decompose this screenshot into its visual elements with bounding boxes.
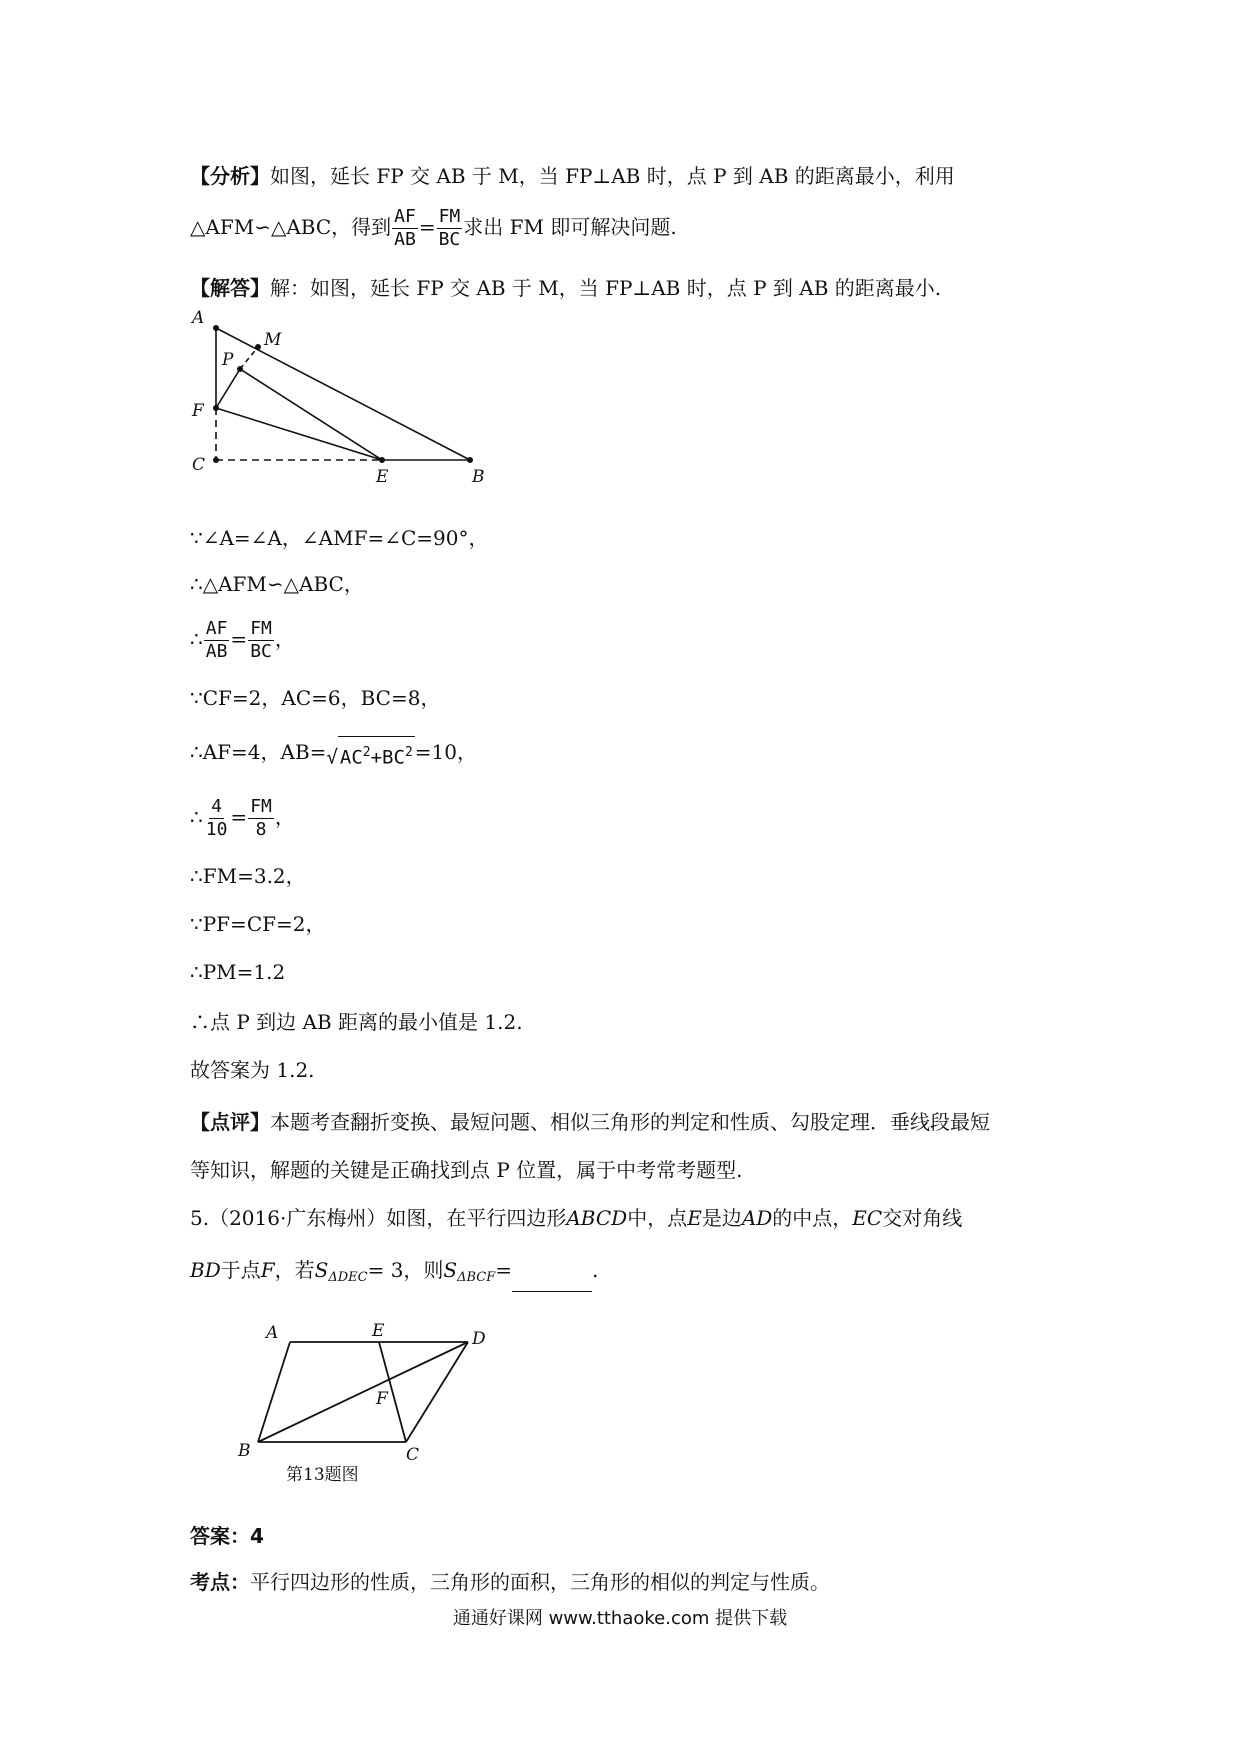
radicand-ac: AC	[339, 746, 363, 769]
fraction-numerator: AF	[205, 618, 228, 639]
fraction-fm-bc	[437, 206, 463, 251]
radicand-bc: +BC	[370, 746, 405, 769]
comment-text-1: 本题考查翻折变换、最短问题、相似三角形的判定和性质、勾股定理．垂线段最短	[270, 1110, 990, 1134]
solution-tag: 【解答】	[190, 276, 270, 300]
step-5	[190, 736, 477, 771]
analysis-line-1	[190, 162, 955, 190]
knowledge-line	[190, 1568, 830, 1596]
segment-ab	[258, 1342, 290, 1442]
problem-text: .	[592, 1258, 599, 1282]
problem-text: 是边	[701, 1206, 742, 1230]
label-p: P	[222, 350, 234, 370]
comment-line-2: 等知识，解题的关键是正确找到点 P 位置，属于中考常考题型.	[190, 1158, 743, 1182]
fraction-fm-bc	[248, 618, 274, 663]
step-6-pre: ∴	[190, 805, 203, 829]
fraction-numerator: FM	[250, 796, 272, 817]
label-m: M	[264, 330, 282, 350]
math-eq: =	[495, 1258, 513, 1282]
knowledge-label: 考点：	[190, 1570, 250, 1594]
math-bd: BD	[190, 1258, 221, 1282]
label-b: B	[238, 1441, 251, 1461]
problem-text: 5.（2016·广东梅州）如图，在平行四边形	[190, 1206, 567, 1230]
problem-5-line-2	[190, 1256, 598, 1292]
problem-text: ，若	[274, 1258, 315, 1282]
step-6-post: ，	[274, 805, 295, 829]
step-3: ∴ $\frac{AF}{AB}$ = $\frac{FM}{BC}$ ，	[190, 618, 295, 662]
fraction-af-ab	[204, 618, 230, 663]
math-ec: EC	[852, 1206, 883, 1230]
math-s: S	[314, 1258, 329, 1282]
label-b: B	[472, 467, 485, 487]
solution-intro-text: 解：如图，延长 FP 交 AB 于 M，当 FP⊥AB 时，点 P 到 AB 的距离最小.	[270, 276, 942, 300]
step-7: ∴FM=3.2，	[190, 864, 306, 888]
label-e: E	[376, 467, 389, 487]
label-a: A	[266, 1323, 279, 1343]
step-9: ∴PM=1.2	[190, 960, 286, 984]
step-5-post: =10，	[414, 740, 477, 765]
analysis-line-2: △AFM∽△ABC，得到 $\frac{AF}{AB}$ = $\frac{FM}{BC}$ 求出 FM 即可解决问题.	[190, 206, 677, 250]
fraction-af-ab	[392, 206, 418, 251]
analysis-text-2-pre: △AFM∽△ABC，得到	[190, 215, 392, 239]
figure-parallelogram	[232, 1318, 512, 1488]
answer-value: 4	[250, 1524, 264, 1548]
fraction-denominator: 10	[205, 819, 228, 840]
math-s: S	[443, 1258, 458, 1282]
segment-ab	[216, 328, 470, 460]
label-c: C	[406, 1445, 420, 1465]
square-root: √ $AC^2+BC^2$	[326, 736, 414, 771]
answer-blank	[512, 1271, 592, 1292]
fraction-numerator: FM	[250, 618, 272, 639]
exponent: 2	[362, 745, 371, 760]
problem-text: 的中点，	[772, 1206, 853, 1230]
solution-intro	[190, 274, 941, 302]
label-e: E	[372, 1321, 385, 1341]
math-f: F	[260, 1258, 275, 1282]
step-11: 故答案为 1.2.	[190, 1058, 315, 1082]
problem-text: 于点	[220, 1258, 261, 1282]
figure-triangle-fold	[180, 300, 520, 520]
analysis-tag: 【分析】	[190, 164, 270, 188]
math-abcd: ABCD	[566, 1206, 628, 1230]
label-a: A	[192, 308, 205, 328]
comment-line-1	[190, 1108, 990, 1136]
segment-pm	[240, 347, 258, 369]
analysis-text-1: 如图，延长 FP 交 AB 于 M，当 FP⊥AB 时，点 P 到 AB 的距离最小，利用	[270, 164, 955, 188]
label-c: C	[192, 455, 206, 475]
subscript-bcf: ΔBCF	[457, 1270, 496, 1285]
segment-pe	[240, 369, 382, 460]
exponent: 2	[404, 745, 413, 760]
problem-text: 中，点	[627, 1206, 688, 1230]
fraction-denominator: AB	[205, 641, 228, 662]
comment-tag: 【点评】	[190, 1110, 270, 1134]
fraction-denominator: 8	[255, 819, 267, 840]
fraction-denominator: AB	[394, 229, 416, 250]
label-f: F	[376, 1389, 388, 1409]
step-6: ∴ $\frac{4}{10}$ = $\frac{FM}{8}$ ，	[190, 796, 295, 840]
step-4: ∵CF=2，AC=6，BC=8，	[190, 686, 441, 710]
fraction-numerator: 4	[211, 796, 222, 817]
step-3-post: ，	[274, 627, 295, 651]
answer-line	[190, 1522, 264, 1550]
problem-text: ，则	[403, 1258, 444, 1282]
label-d: D	[472, 1329, 486, 1349]
analysis-text-2-post: 求出 FM 即可解决问题.	[463, 215, 677, 239]
fraction-fm-8	[248, 796, 274, 841]
math-ad: AD	[741, 1206, 773, 1230]
segment-fp	[216, 369, 240, 408]
problem-5-line-1	[190, 1204, 962, 1232]
figure-caption: 第13题图	[286, 1465, 359, 1485]
fraction-denominator: BC	[438, 229, 461, 250]
fraction-4-10	[204, 796, 230, 841]
subscript-dec: ΔDEC	[328, 1270, 368, 1285]
fraction-denominator: BC	[250, 641, 272, 662]
knowledge-text: 平行四边形的性质，三角形的面积，三角形的相似的判定与性质。	[250, 1570, 830, 1594]
step-1: ∵∠A=∠A，∠AMF=∠C=90°，	[190, 526, 489, 550]
fraction-numerator: FM	[438, 206, 461, 227]
math-eq-3: = 3	[367, 1258, 404, 1282]
problem-text: 交对角线	[882, 1206, 963, 1230]
step-8: ∵PF=CF=2，	[190, 912, 326, 936]
step-5-pre: ∴AF=4，AB=	[190, 740, 327, 765]
answer-label: 答案：	[190, 1524, 250, 1548]
page-footer: 通通好课网 www.tthaoke.com 提供下载	[452, 1608, 788, 1629]
step-10: ∴点 P 到边 AB 距离的最小值是 1.2.	[190, 1010, 523, 1034]
math-e: E	[687, 1206, 702, 1230]
step-3-pre: ∴	[190, 627, 203, 651]
step-2: ∴△AFM∽△ABC，	[190, 572, 364, 596]
label-f: F	[192, 401, 204, 421]
fraction-numerator: AF	[394, 206, 416, 227]
segment-fe	[216, 408, 382, 460]
